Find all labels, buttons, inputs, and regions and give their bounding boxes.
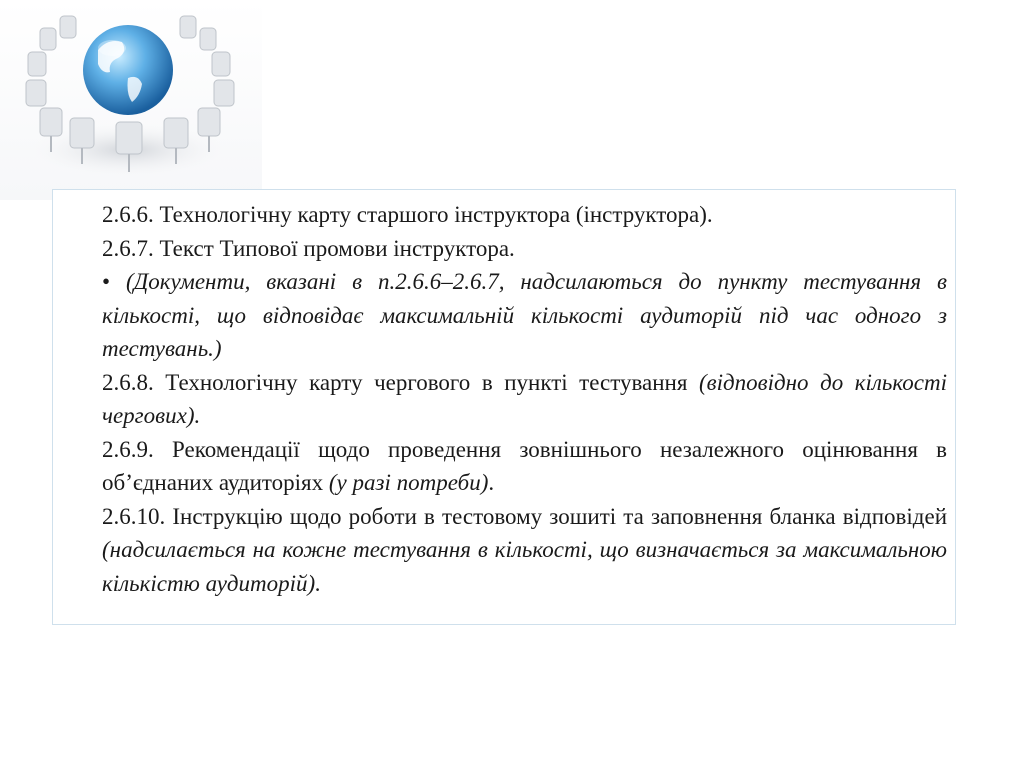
content-panel [52, 189, 956, 625]
paragraph-text: 2.6.9. Рекомендації щодо проведення зовнішнього незалежного оцінювання в об’єднаних аудиторіях [102, 436, 947, 495]
paragraph-tail: . [488, 470, 495, 495]
paragraph-text: 2.6.8. Технологічну карту чергового в пункті тестування [102, 369, 699, 395]
paragraph-italic-text: (надсилається на кожне тестування в кількості, що визначається за максимальною кількістю аудиторій). [102, 537, 947, 596]
paragraph-italic-text: (у разі потреби) [328, 470, 489, 495]
bullet-marker: • [102, 269, 126, 294]
paragraph-text: 2.6.7. Текст Типової промови інструктора. [102, 235, 515, 261]
paragraph-2-6-6 [102, 198, 947, 232]
paragraph-italic-text: (Документи, вказані в п.2.6.6–2.6.7, надсилаються до пункту тестування в кількості, що відповідає максимальній кількості аудиторій під час одного з тестувань.) [102, 269, 947, 361]
globe-conference-icon [0, 0, 262, 200]
paragraph-bullet-note [102, 265, 947, 366]
paragraph-2-6-7 [102, 232, 947, 266]
document-text [102, 198, 947, 600]
paragraph-text: 2.6.6. Технологічну карту старшого інструктора (інструктора). [102, 202, 713, 227]
paragraph-2-6-10 [102, 500, 947, 601]
paragraph-2-6-8 [102, 366, 947, 433]
paragraph-2-6-9 [102, 433, 947, 500]
paragraph-italic-text: (відповідно до кількості чергових). [102, 369, 947, 428]
paragraph-text: 2.6.10. Інструкцію щодо роботи в тестовому зошиті та заповнення бланка відповідей [102, 503, 947, 529]
